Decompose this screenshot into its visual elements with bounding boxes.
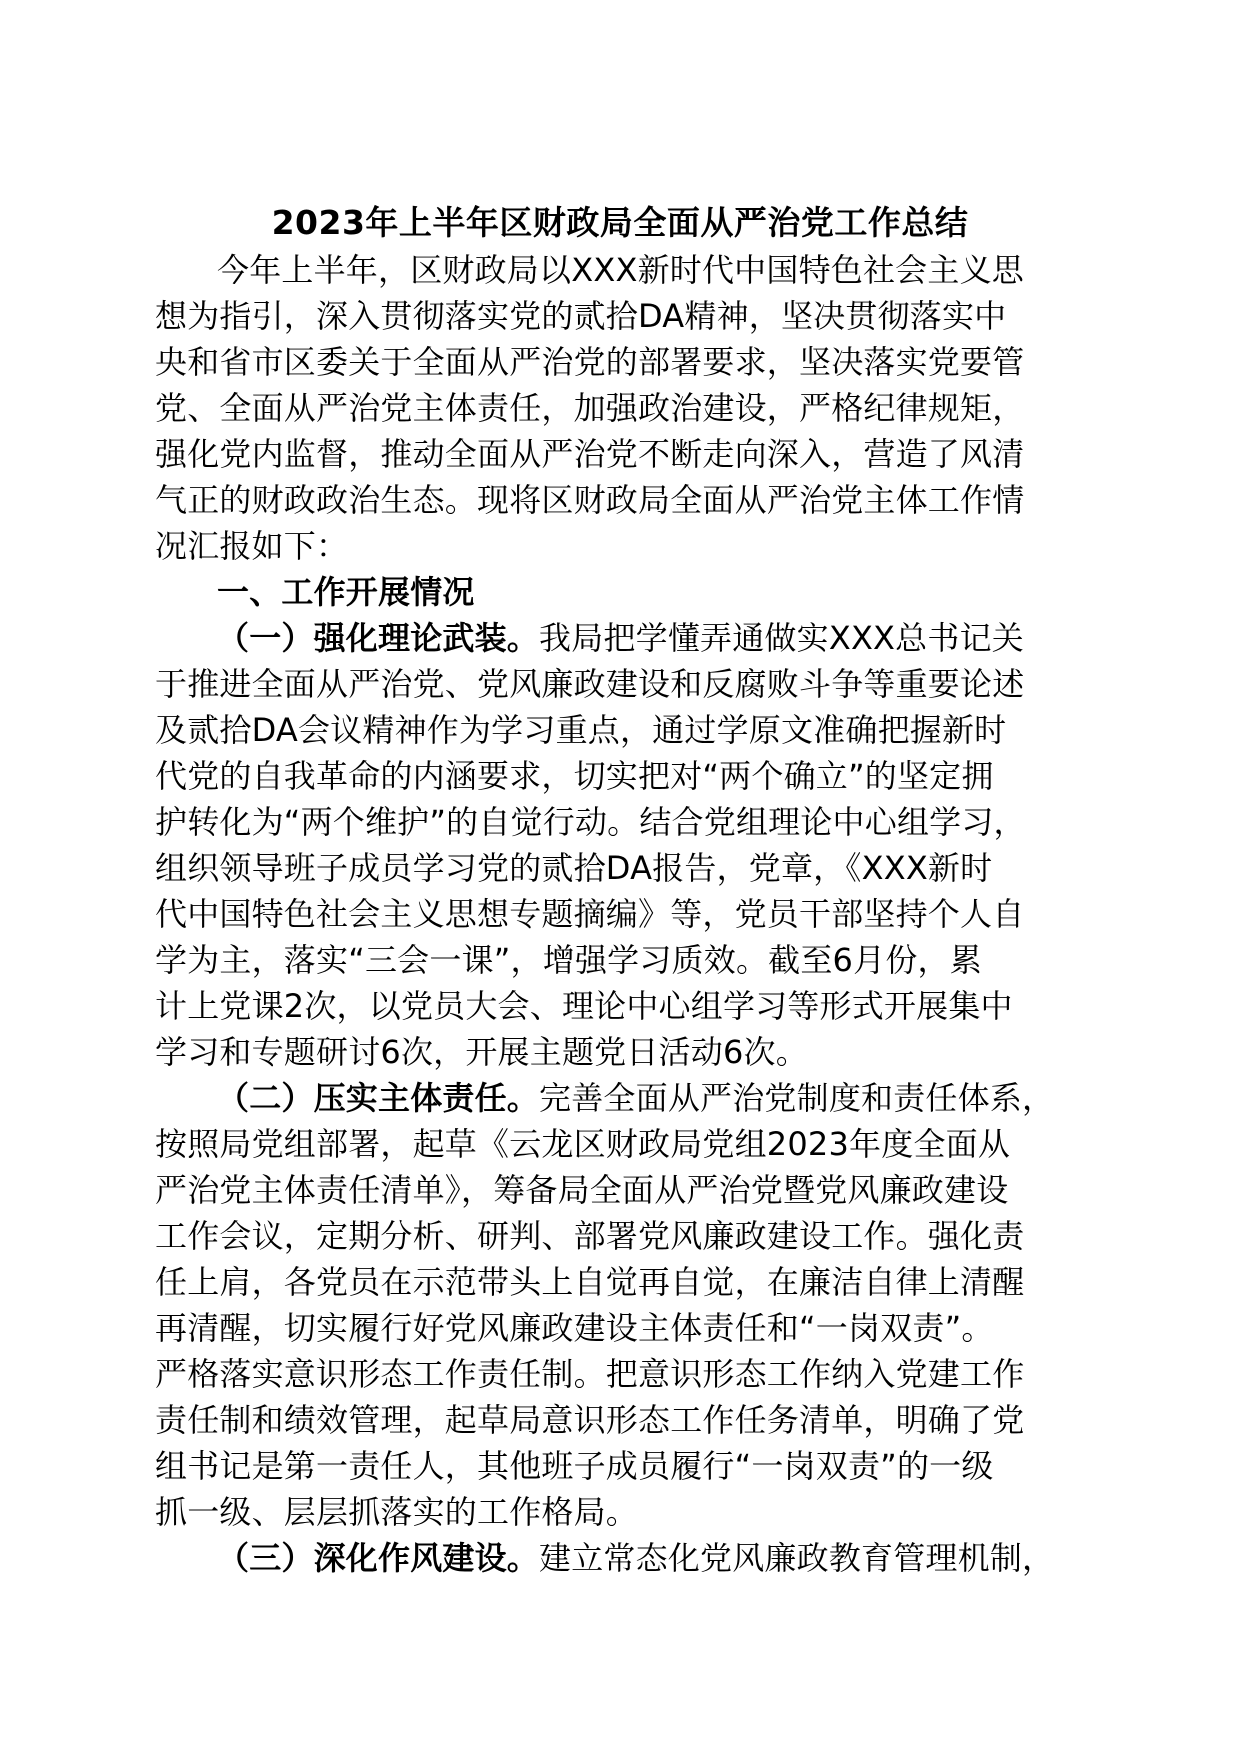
intro-line: 想为指引，深入贯彻落实党的贰拾DA精神，坚决贯彻落实中 [155, 297, 1007, 335]
item2-first-line [155, 1075, 1100, 1121]
intro-line: 况汇报如下： [155, 527, 349, 565]
item1-first-text: 我局把学懂弄通做实XXX总书记关 [539, 619, 1024, 657]
intro-line: 气正的财政政治生态。现将区财政局全面从严治党主体工作情 [155, 481, 1025, 519]
item1-label: （一）强化理论武装。 [217, 619, 540, 657]
item2-line: 按照局党组部署，起草《云龙区财政局党组2023年度全面从 [155, 1125, 1011, 1163]
document-body [155, 247, 1100, 1581]
item1-line: 于推进全面从严治党、党风廉政建设和反腐败斗争等重要论述 [155, 665, 1025, 703]
item3-label: （三）深化作风建设。 [217, 1539, 540, 1577]
intro-line: 强化党内监督，推动全面从严治党不断走向深入，营造了风清 [155, 435, 1025, 473]
item1-line: 代中国特色社会主义思想专题摘编》等，党员干部坚持个人自 [155, 895, 1025, 933]
item2-line: 组书记是第一责任人，其他班子成员履行“一岗双责”的一级 [155, 1447, 994, 1485]
item2-line: 抓一级、层层抓落实的工作格局。 [155, 1493, 639, 1531]
section-heading: 一、工作开展情况 [217, 573, 475, 611]
item1-first-line [155, 615, 1100, 661]
item2-line: 工作会议，定期分析、研判、部署党风廉政建设工作。强化责 [155, 1217, 1025, 1255]
item1-line: 护转化为“两个维护”的自觉行动。结合党组理论中心组学习， [155, 803, 1026, 841]
item2-line: 再清醒，切实履行好党风廉政建设主体责任和“一岗双责”。 [155, 1309, 994, 1347]
document-title: 2023年上半年区财政局全面从严治党工作总结 [271, 203, 969, 242]
item1-line: 及贰拾DA会议精神作为学习重点，通过学原文准确把握新时 [155, 711, 1007, 749]
item2-label: （二）压实主体责任。 [217, 1079, 540, 1117]
item2-first-text: 完善全面从严治党制度和责任体系， [539, 1079, 1055, 1117]
intro-line: 党、全面从严治党主体责任，加强政治建设，严格纪律规矩， [155, 389, 1025, 427]
item1-line: 学习和专题研讨6次，开展主题党日活动6次。 [155, 1033, 808, 1071]
item1-line: 学为主，落实“三会一课”，增强学习质效。截至6月份，累 [155, 941, 982, 979]
item1-line: 组织领导班子成员学习党的贰拾DA报告，党章，《XXX新时 [155, 849, 993, 887]
item1-line: 代党的自我革命的内涵要求，切实把对“两个确立”的坚定拥 [155, 757, 994, 795]
item3-first-line [155, 1535, 1100, 1581]
item2-line: 任上肩，各党员在示范带头上自觉再自觉，在廉洁自律上清醒 [155, 1263, 1025, 1301]
item2-line: 严格落实意识形态工作责任制。把意识形态工作纳入党建工作 [155, 1355, 1025, 1393]
item2-line: 责任制和绩效管理，起草局意识形态工作任务清单，明确了党 [155, 1401, 1025, 1439]
item2-line: 严治党主体责任清单》，筹备局全面从严治党暨党风廉政建设 [155, 1171, 1009, 1209]
intro-line: 央和省市区委关于全面从严治党的部署要求，坚决落实党要管 [155, 343, 1025, 381]
item3-first-text: 建立常态化党风廉政教育管理机制， [539, 1539, 1055, 1577]
intro-line: 今年上半年，区财政局以XXX新时代中国特色社会主义思 [217, 251, 1024, 289]
item1-line: 计上党课2次，以党员大会、理论中心组学习等形式开展集中 [155, 987, 1013, 1025]
